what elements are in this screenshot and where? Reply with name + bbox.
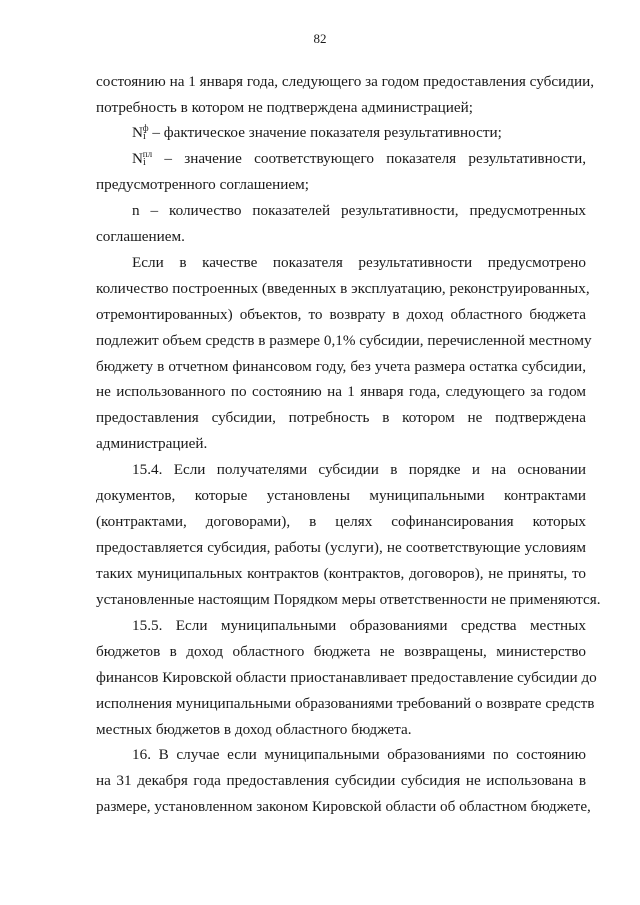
text-line: соглашением. [96, 228, 185, 245]
text-line: 16. В случае если муниципальными образованиями по состоянию [132, 746, 586, 763]
text-line: 15.5. Если муниципальными образованиями средства местных [132, 617, 586, 634]
text-line: местных бюджетов в доход областного бюджета. [96, 721, 412, 738]
text-line: потребность в котором не подтверждена администрацией; [96, 99, 473, 116]
text-line: администрацией. [96, 435, 208, 452]
text-line: установленные настоящим Порядком меры ответственности не применяются. [96, 591, 601, 608]
text-line: предоставляется субсидия, работы (услуги), не соответствующие условиям [96, 539, 586, 556]
text-fragment: – значение соответствующего показателя результативности, [164, 150, 586, 167]
text-line: Если в качестве показателя результативности предусмотрено [132, 254, 586, 271]
text-line: (контрактами, договорами), в целях софинансирования которых [96, 513, 586, 530]
text-line: 15.4. Если получателями субсидии в порядке и на основании [132, 461, 586, 478]
text-line: предоставления субсидии, потребность в котором не подтверждена [96, 409, 586, 426]
symbol-superscript-plan: пл [142, 149, 153, 159]
symbol-n: N [132, 124, 143, 141]
formula-line-plan [96, 149, 586, 169]
formula-line-fact [96, 123, 586, 143]
text-fragment: – фактическое значение показателя результативности; [152, 124, 502, 141]
text-line: на 31 декабря года предоставления субсидии субсидия не использована в [96, 772, 586, 789]
text-line: таких муниципальных контрактов (контрактов, договоров), не приняты, то [96, 565, 586, 582]
text-line: исполнения муниципальными образованиями требований о возврате средств [96, 695, 595, 712]
text-line: предусмотренного соглашением; [96, 176, 309, 193]
text-line: не использованного по состоянию на 1 января года, следующего за годом [96, 383, 586, 400]
symbol-n: N [132, 150, 143, 167]
symbol-subscript: i [142, 131, 146, 142]
text-line: состоянию на 1 января года, следующего за годом предоставления субсидии, [96, 73, 594, 90]
text-line: бюджетов в доход областного бюджета не возвращены, министерство [96, 643, 586, 660]
text-line: количество построенных (введенных в эксплуатацию, реконструированных, [96, 280, 590, 297]
text-line: подлежит объем средств в размере 0,1% субсидии, перечисленной местному [96, 332, 592, 349]
text-line: n – количество показателей результативности, предусмотренных [132, 202, 586, 219]
symbol-subscript: i [142, 157, 146, 168]
text-line: отремонтированных) объектов, то возврату в доход областного бюджета [96, 306, 586, 323]
text-line: документов, которые установлены муниципальными контрактами [96, 487, 586, 504]
text-line: размере, установленном законом Кировской области об областном бюджете, [96, 798, 591, 815]
page-number: 82 [313, 31, 327, 46]
symbol-superscript-fact: ф [142, 123, 149, 133]
text-line: бюджету в отчетном финансовом году, без учета размера остатка субсидии, [96, 358, 586, 375]
text-line: финансов Кировской области приостанавливает предоставление субсидии до [96, 669, 597, 686]
